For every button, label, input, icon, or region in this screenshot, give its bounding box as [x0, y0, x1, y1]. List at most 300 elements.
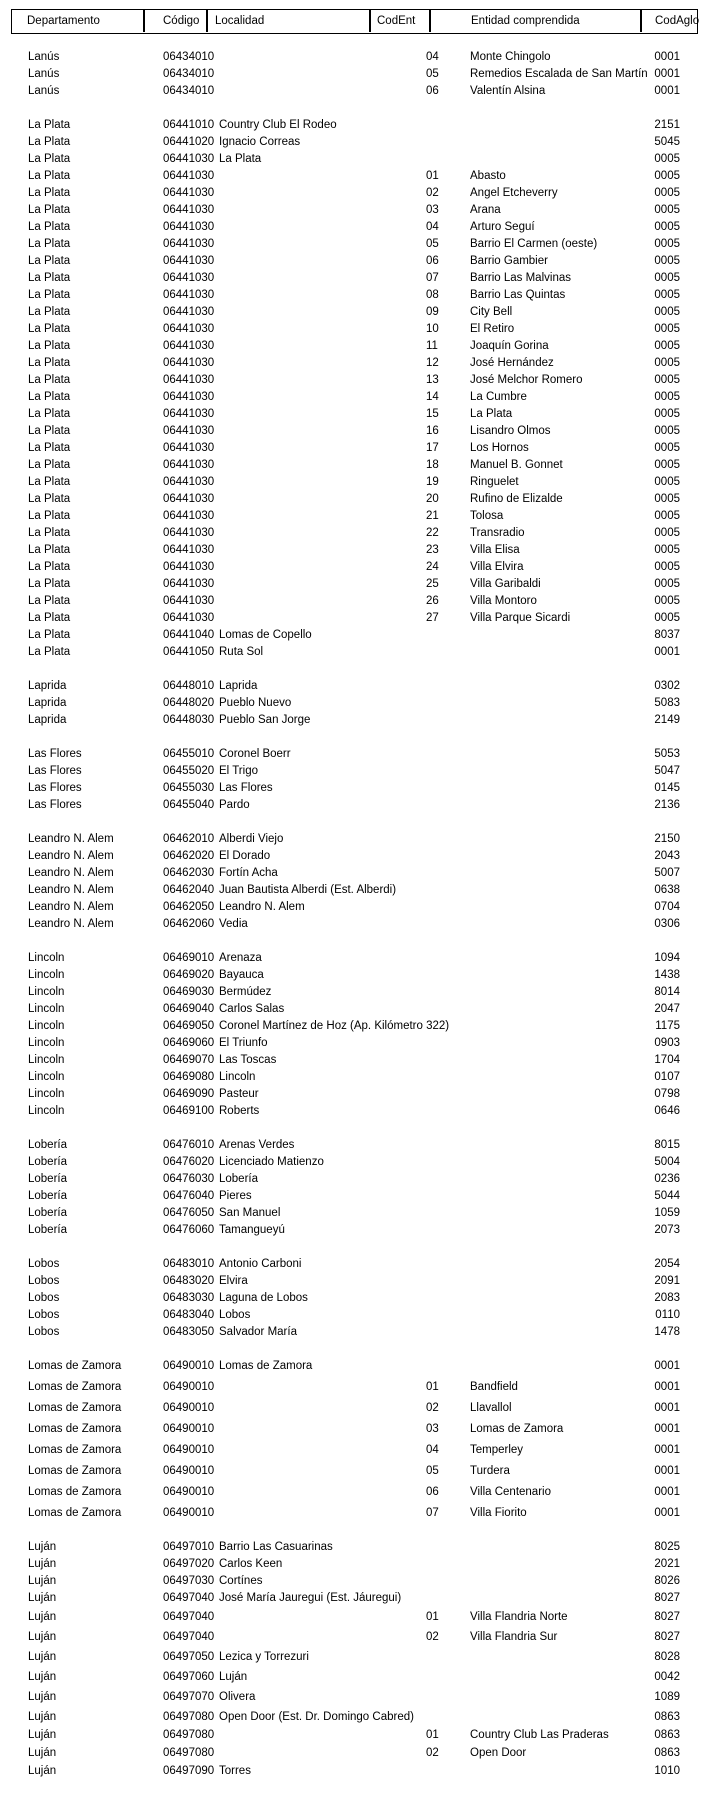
cell-departamento: La Plata: [28, 221, 71, 233]
cell-codaglo: 5004: [654, 1156, 680, 1168]
cell-codigo: 06497010: [163, 1541, 215, 1553]
cell-codent: 25: [426, 578, 439, 590]
cell-departamento: La Plata: [28, 544, 71, 556]
cell-codaglo: 8025: [654, 1541, 680, 1553]
cell-departamento: La Plata: [28, 459, 71, 471]
cell-localidad: Pardo: [219, 799, 250, 811]
header-localidad: Localidad: [215, 15, 265, 27]
table-row: [0, 1324, 709, 1341]
cell-codent: 12: [426, 357, 439, 369]
cell-departamento: La Plata: [28, 561, 71, 573]
header-codaglo: CodAglo: [655, 15, 700, 27]
cell-codaglo: 8026: [654, 1575, 680, 1587]
cell-codigo: 06476060: [163, 1224, 215, 1236]
cell-codigo: 06448010: [163, 680, 215, 692]
cell-codaglo: 2047: [654, 1003, 680, 1015]
cell-departamento: Luján: [28, 1729, 57, 1741]
cell-departamento: Lincoln: [28, 1003, 65, 1015]
cell-localidad: Lincoln: [219, 1071, 256, 1083]
table-row: [0, 151, 709, 168]
cell-localidad: Arenas Verdes: [219, 1139, 295, 1151]
cell-codigo: 06441030: [163, 204, 215, 216]
cell-localidad: Lezica y Torrezuri: [219, 1651, 309, 1663]
table-row: [0, 338, 709, 355]
cell-localidad: Pueblo San Jorge: [219, 714, 311, 726]
cell-codaglo: 0005: [654, 357, 680, 369]
cell-departamento: La Plata: [28, 629, 71, 641]
cell-localidad: Cortínes: [219, 1575, 263, 1587]
cell-localidad: Carlos Salas: [219, 1003, 285, 1015]
cell-codaglo: 5083: [654, 697, 680, 709]
cell-departamento: Lincoln: [28, 1105, 65, 1117]
cell-codigo: 06469020: [163, 969, 215, 981]
cell-departamento: Luján: [28, 1691, 57, 1703]
cell-entidad: Villa Flandria Norte: [470, 1611, 568, 1623]
cell-departamento: La Plata: [28, 119, 71, 131]
cell-localidad: Arenaza: [219, 952, 262, 964]
cell-codigo: 06441030: [163, 255, 215, 267]
cell-codaglo: 0001: [654, 1360, 680, 1372]
cell-departamento: Lomas de Zamora: [28, 1360, 122, 1372]
cell-entidad: Villa Garibaldi: [470, 578, 541, 590]
table-row: [0, 1069, 709, 1086]
table-row: [0, 1103, 709, 1120]
cell-departamento: Lobos: [28, 1309, 60, 1321]
table-row: [0, 1137, 709, 1154]
cell-codigo: 06469050: [163, 1020, 215, 1032]
cell-codent: 21: [426, 510, 439, 522]
cell-codigo: 06441030: [163, 391, 215, 403]
cell-codigo: 06441030: [163, 578, 215, 590]
cell-departamento: La Plata: [28, 136, 71, 148]
cell-departamento: Las Flores: [28, 799, 82, 811]
table-row: [0, 1400, 709, 1417]
cell-entidad: Country Club Las Praderas: [470, 1729, 609, 1741]
cell-departamento: Lomas de Zamora: [28, 1381, 122, 1393]
cell-codaglo: 0001: [654, 1486, 680, 1498]
cell-codent: 04: [426, 1444, 439, 1456]
table-row: [0, 1421, 709, 1438]
table-row: [0, 1035, 709, 1052]
table-row: [0, 593, 709, 610]
cell-localidad: Pueblo Nuevo: [219, 697, 292, 709]
cell-localidad: Laguna de Lobos: [219, 1292, 308, 1304]
table-row: [0, 525, 709, 542]
cell-departamento: Lanús: [28, 68, 60, 80]
cell-codaglo: 5044: [654, 1190, 680, 1202]
cell-departamento: La Plata: [28, 306, 71, 318]
table-row: [0, 508, 709, 525]
cell-localidad: Elvira: [219, 1275, 248, 1287]
cell-departamento: La Plata: [28, 340, 71, 352]
cell-entidad: Barrio Las Malvinas: [470, 272, 571, 284]
cell-localidad: Ignacio Correas: [219, 136, 301, 148]
cell-codigo: 06469030: [163, 986, 215, 998]
table-row: [0, 49, 709, 66]
cell-departamento: Lobos: [28, 1326, 60, 1338]
cell-departamento: La Plata: [28, 493, 71, 505]
cell-codaglo: 0005: [654, 153, 680, 165]
table-row: [0, 1086, 709, 1103]
cell-codaglo: 2149: [654, 714, 680, 726]
cell-departamento: Luján: [28, 1747, 57, 1759]
cell-entidad: Tolosa: [470, 510, 504, 522]
cell-departamento: La Plata: [28, 238, 71, 250]
cell-codaglo: 0005: [654, 476, 680, 488]
cell-codigo: 06455010: [163, 748, 215, 760]
table-row: [0, 1609, 709, 1626]
table-row: [0, 66, 709, 83]
cell-codent: 06: [426, 1486, 439, 1498]
table-row: [0, 423, 709, 440]
cell-codigo: 06462020: [163, 850, 215, 862]
cell-departamento: La Plata: [28, 357, 71, 369]
cell-localidad: Salvador María: [219, 1326, 297, 1338]
table-row: [0, 491, 709, 508]
cell-codigo: 06441030: [163, 408, 215, 420]
cell-departamento: Lincoln: [28, 1054, 65, 1066]
cell-codigo: 06497080: [163, 1729, 215, 1741]
cell-codent: 01: [426, 1611, 439, 1623]
cell-codigo: 06497090: [163, 1765, 215, 1777]
cell-departamento: Lomas de Zamora: [28, 1423, 122, 1435]
cell-localidad: El Trigo: [219, 765, 258, 777]
cell-codigo: 06483020: [163, 1275, 215, 1287]
cell-departamento: La Plata: [28, 323, 71, 335]
cell-codaglo: 0005: [654, 595, 680, 607]
cell-entidad: Barrio Las Quintas: [470, 289, 566, 301]
cell-departamento: Laprida: [28, 697, 67, 709]
cell-codaglo: 0001: [654, 1444, 680, 1456]
cell-departamento: Lomas de Zamora: [28, 1486, 122, 1498]
cell-codigo: 06483040: [163, 1309, 215, 1321]
header-entidad: Entidad comprendida: [471, 15, 580, 27]
table-row: [0, 474, 709, 491]
header-codigo: Código: [163, 15, 200, 27]
cell-codaglo: 0005: [654, 425, 680, 437]
cell-departamento: Lobería: [28, 1139, 68, 1151]
cell-entidad: Angel Etcheverry: [470, 187, 558, 199]
cell-codaglo: 0042: [654, 1671, 680, 1683]
table-row: [0, 1307, 709, 1324]
cell-departamento: La Plata: [28, 255, 71, 267]
table-row: [0, 610, 709, 627]
cell-codigo: 06490010: [163, 1465, 215, 1477]
cell-codaglo: 0005: [654, 272, 680, 284]
cell-codigo: 06448030: [163, 714, 215, 726]
table-row: [0, 134, 709, 151]
cell-entidad: Arana: [470, 204, 501, 216]
cell-codaglo: 0863: [654, 1711, 680, 1723]
table-row: [0, 389, 709, 406]
cell-codaglo: 0005: [654, 408, 680, 420]
table-row: [0, 763, 709, 780]
table-row: [0, 950, 709, 967]
table-row: [0, 1273, 709, 1290]
cell-codigo: 06441030: [163, 289, 215, 301]
cell-localidad: Fortín Acha: [219, 867, 278, 879]
cell-codaglo: 5007: [654, 867, 680, 879]
cell-codigo: 06497080: [163, 1747, 215, 1759]
cell-departamento: La Plata: [28, 408, 71, 420]
cell-codent: 03: [426, 1423, 439, 1435]
cell-departamento: La Plata: [28, 272, 71, 284]
cell-codent: 06: [426, 85, 439, 97]
cell-codaglo: 0001: [654, 1402, 680, 1414]
cell-codaglo: 0005: [654, 306, 680, 318]
table-row: [0, 576, 709, 593]
table-row: [0, 882, 709, 899]
cell-localidad: Coronel Martínez de Hoz (Ap. Kilómetro 322): [219, 1020, 450, 1032]
cell-localidad: Laprida: [219, 680, 258, 692]
table-row: [0, 678, 709, 695]
cell-entidad: José Melchor Romero: [470, 374, 583, 386]
cell-localidad: Pieres: [219, 1190, 252, 1202]
table-row: [0, 1629, 709, 1646]
cell-codaglo: 0005: [654, 255, 680, 267]
table-row: [0, 1171, 709, 1188]
cell-departamento: Luján: [28, 1611, 57, 1623]
cell-entidad: Villa Parque Sicardi: [470, 612, 571, 624]
cell-codent: 19: [426, 476, 439, 488]
cell-localidad: Ruta Sol: [219, 646, 264, 658]
cell-departamento: La Plata: [28, 578, 71, 590]
cell-codent: 20: [426, 493, 439, 505]
cell-departamento: Las Flores: [28, 765, 82, 777]
table-row: [0, 797, 709, 814]
cell-codaglo: 0863: [654, 1729, 680, 1741]
table-row: [0, 1001, 709, 1018]
cell-codaglo: 0001: [654, 1423, 680, 1435]
cell-departamento: La Plata: [28, 510, 71, 522]
cell-codent: 09: [426, 306, 439, 318]
cell-codigo: 06469070: [163, 1054, 215, 1066]
table-row: [0, 440, 709, 457]
cell-codaglo: 8028: [654, 1651, 680, 1663]
cell-codaglo: 8037: [654, 629, 680, 641]
table-row: [0, 253, 709, 270]
cell-codent: 24: [426, 561, 439, 573]
cell-departamento: Lobería: [28, 1207, 68, 1219]
cell-departamento: Las Flores: [28, 748, 82, 760]
cell-codigo: 06490010: [163, 1507, 215, 1519]
cell-codaglo: 2136: [654, 799, 680, 811]
cell-departamento: Lomas de Zamora: [28, 1465, 122, 1477]
cell-departamento: La Plata: [28, 442, 71, 454]
cell-codigo: 06441030: [163, 170, 215, 182]
cell-departamento: La Plata: [28, 595, 71, 607]
cell-departamento: La Plata: [28, 476, 71, 488]
cell-codaglo: 0005: [654, 561, 680, 573]
table-row: [0, 1290, 709, 1307]
cell-codaglo: 0646: [654, 1105, 680, 1117]
cell-codigo: 06441030: [163, 561, 215, 573]
cell-codaglo: 1438: [654, 969, 680, 981]
cell-codigo: 06462050: [163, 901, 215, 913]
cell-codigo: 06441030: [163, 476, 215, 488]
cell-codigo: 06469100: [163, 1105, 215, 1117]
table-row: [0, 916, 709, 933]
cell-departamento: Lincoln: [28, 1020, 65, 1032]
cell-entidad: Lomas de Zamora: [470, 1423, 564, 1435]
table-row: [0, 1573, 709, 1590]
cell-departamento: La Plata: [28, 391, 71, 403]
cell-departamento: Lincoln: [28, 952, 65, 964]
cell-codent: 18: [426, 459, 439, 471]
cell-entidad: Rufino de Elizalde: [470, 493, 563, 505]
cell-codaglo: 8027: [654, 1631, 680, 1643]
cell-localidad: Luján: [219, 1671, 248, 1683]
cell-departamento: Lincoln: [28, 1088, 65, 1100]
cell-codigo: 06441030: [163, 323, 215, 335]
cell-departamento: La Plata: [28, 527, 71, 539]
cell-codigo: 06462010: [163, 833, 215, 845]
cell-codigo: 06469080: [163, 1071, 215, 1083]
cell-codaglo: 0005: [654, 459, 680, 471]
cell-codigo: 06476030: [163, 1173, 215, 1185]
cell-codigo: 06490010: [163, 1360, 215, 1372]
cell-codigo: 06455040: [163, 799, 215, 811]
table-row: [0, 1556, 709, 1573]
cell-localidad: Lomas de Copello: [219, 629, 312, 641]
table-row: [0, 984, 709, 1001]
cell-codaglo: 8027: [654, 1611, 680, 1623]
table-row: [0, 270, 709, 287]
table-row: [0, 627, 709, 644]
cell-entidad: La Cumbre: [470, 391, 527, 403]
cell-codigo: 06497040: [163, 1611, 215, 1623]
cell-entidad: Barrio Gambier: [470, 255, 548, 267]
table-row: [0, 1256, 709, 1273]
cell-codigo: 06441030: [163, 527, 215, 539]
cell-localidad: Olivera: [219, 1691, 256, 1703]
cell-codaglo: 0005: [654, 323, 680, 335]
cell-departamento: Luján: [28, 1671, 57, 1683]
cell-codaglo: 0107: [654, 1071, 680, 1083]
cell-departamento: Lanús: [28, 85, 60, 97]
cell-entidad: La Plata: [470, 408, 513, 420]
cell-codigo: 06497080: [163, 1711, 215, 1723]
cell-codigo: 06441030: [163, 153, 215, 165]
cell-localidad: Barrio Las Casuarinas: [219, 1541, 333, 1553]
cell-codaglo: 0005: [654, 442, 680, 454]
cell-departamento: La Plata: [28, 170, 71, 182]
cell-codigo: 06462040: [163, 884, 215, 896]
cell-codigo: 06490010: [163, 1486, 215, 1498]
cell-codent: 05: [426, 68, 439, 80]
cell-departamento: Leandro N. Alem: [28, 833, 114, 845]
cell-departamento: La Plata: [28, 289, 71, 301]
cell-codent: 01: [426, 1381, 439, 1393]
cell-departamento: Laprida: [28, 680, 67, 692]
cell-departamento: Lobos: [28, 1292, 60, 1304]
cell-codigo: 06441030: [163, 510, 215, 522]
cell-codaglo: 0005: [654, 391, 680, 403]
cell-codaglo: 0005: [654, 187, 680, 199]
table-row: [0, 83, 709, 100]
cell-departamento: La Plata: [28, 646, 71, 658]
cell-codigo: 06490010: [163, 1423, 215, 1435]
cell-codaglo: 0001: [654, 1507, 680, 1519]
cell-codigo: 06441030: [163, 493, 215, 505]
cell-codigo: 06455030: [163, 782, 215, 794]
cell-codigo: 06476010: [163, 1139, 215, 1151]
cell-departamento: Lobos: [28, 1258, 60, 1270]
cell-codent: 07: [426, 1507, 439, 1519]
cell-codaglo: 0798: [654, 1088, 680, 1100]
cell-localidad: Lomas de Zamora: [219, 1360, 313, 1372]
cell-entidad: Villa Elisa: [470, 544, 520, 556]
cell-localidad: El Triunfo: [219, 1037, 268, 1049]
table-row: [0, 1763, 709, 1780]
cell-departamento: Lobería: [28, 1156, 68, 1168]
cell-codaglo: 1094: [654, 952, 680, 964]
cell-localidad: Leandro N. Alem: [219, 901, 305, 913]
cell-codaglo: 0005: [654, 544, 680, 556]
cell-codaglo: 0001: [654, 646, 680, 658]
cell-codaglo: 2054: [654, 1258, 680, 1270]
cell-codaglo: 0005: [654, 238, 680, 250]
table-row: [0, 406, 709, 423]
cell-entidad: Ringuelet: [470, 476, 519, 488]
cell-entidad: Villa Flandria Sur: [470, 1631, 558, 1643]
cell-codaglo: 0001: [654, 1465, 680, 1477]
cell-codigo: 06483010: [163, 1258, 215, 1270]
table-row: [0, 712, 709, 729]
cell-codent: 16: [426, 425, 439, 437]
cell-entidad: Monte Chingolo: [470, 51, 551, 63]
cell-departamento: Lobos: [28, 1275, 60, 1287]
cell-codaglo: 0005: [654, 493, 680, 505]
cell-codaglo: 8015: [654, 1139, 680, 1151]
cell-codigo: 06441030: [163, 340, 215, 352]
cell-codigo: 06441010: [163, 119, 215, 131]
cell-entidad: Villa Fiorito: [470, 1507, 527, 1519]
cell-departamento: La Plata: [28, 153, 71, 165]
cell-departamento: Luján: [28, 1765, 57, 1777]
cell-departamento: Luján: [28, 1711, 57, 1723]
cell-codigo: 06462060: [163, 918, 215, 930]
cell-codaglo: 0001: [654, 51, 680, 63]
cell-codigo: 06476040: [163, 1190, 215, 1202]
cell-departamento: La Plata: [28, 204, 71, 216]
table-row: [0, 848, 709, 865]
cell-departamento: Lincoln: [28, 1037, 65, 1049]
cell-codaglo: 2091: [654, 1275, 680, 1287]
cell-localidad: Juan Bautista Alberdi (Est. Alberdi): [219, 884, 397, 896]
cell-codigo: 06441030: [163, 272, 215, 284]
table-row: [0, 1689, 709, 1706]
cell-codaglo: 0863: [654, 1747, 680, 1759]
cell-codigo: 06476050: [163, 1207, 215, 1219]
table-row: [0, 1358, 709, 1375]
cell-codigo: 06497040: [163, 1631, 215, 1643]
cell-localidad: Las Flores: [219, 782, 273, 794]
cell-localidad: Vedia: [219, 918, 248, 930]
cell-entidad: Lisandro Olmos: [470, 425, 551, 437]
table-row: [0, 1727, 709, 1744]
cell-codent: 05: [426, 238, 439, 250]
table-row: [0, 542, 709, 559]
table-row: [0, 236, 709, 253]
cell-localidad: Las Toscas: [219, 1054, 277, 1066]
table-row: [0, 899, 709, 916]
cell-codaglo: 0005: [654, 340, 680, 352]
cell-codent: 01: [426, 170, 439, 182]
table-row: [0, 780, 709, 797]
cell-codigo: 06441030: [163, 187, 215, 199]
cell-codigo: 06434010: [163, 51, 215, 63]
